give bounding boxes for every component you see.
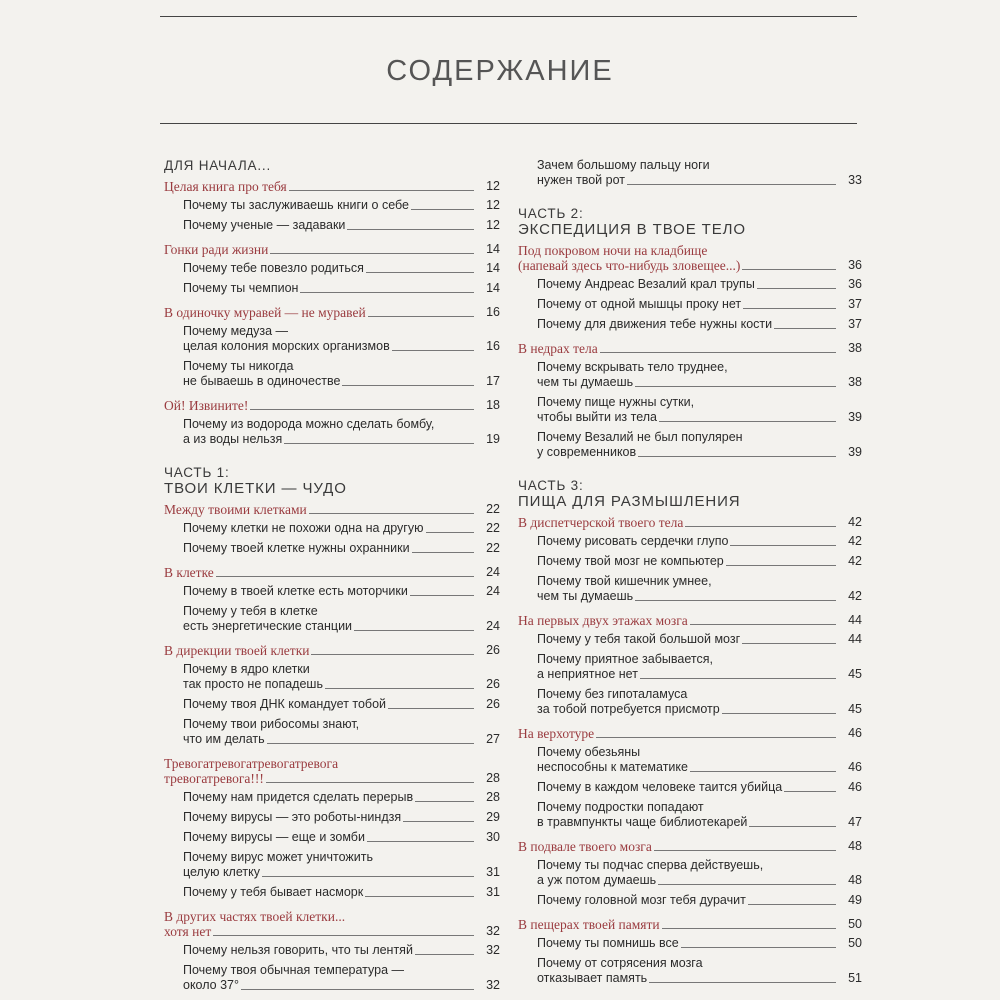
- toc-subentry: [518, 277, 862, 292]
- toc-section-entry: [518, 613, 862, 628]
- entry-text: Почему в ядро клетки: [183, 662, 310, 676]
- entry-text: Почему Везалий не был популярен: [537, 430, 743, 444]
- entry-text: за тобой потребуется присмотр: [537, 702, 720, 716]
- page-number: 14: [486, 261, 500, 275]
- entry-text: (напевай здесь что-нибудь зловещее...): [518, 258, 741, 273]
- toc-section-entry: [518, 726, 862, 741]
- entry-text: отказывает память: [537, 971, 648, 985]
- leader-line: [748, 904, 836, 905]
- toc-subentry: [164, 850, 500, 880]
- entry-text: Почему из водорода можно сделать бомбу,: [183, 417, 435, 431]
- toc-section-entry: [164, 643, 500, 658]
- page-number: 24: [486, 565, 500, 579]
- leader-line: [368, 316, 474, 317]
- leader-line: [284, 443, 474, 444]
- toc-subentry: [164, 584, 500, 599]
- leader-line: [325, 688, 474, 689]
- toc-subentry: [164, 218, 500, 233]
- page-number: 28: [486, 771, 500, 785]
- toc-left-column: [164, 158, 500, 993]
- entry-text: Целая книга про тебя: [164, 179, 287, 194]
- toc-subentry: [518, 360, 862, 390]
- page-number: 24: [486, 584, 500, 598]
- leader-line: [403, 821, 474, 822]
- page-number: 22: [486, 502, 500, 516]
- toc-section-entry: [518, 839, 862, 854]
- leader-line: [757, 288, 836, 289]
- page-number: 26: [486, 677, 500, 691]
- entry-text: есть энергетические станции: [183, 619, 353, 633]
- page-number: 22: [486, 521, 500, 535]
- leader-line: [600, 352, 836, 353]
- toc-subentry: [164, 541, 500, 556]
- leader-line: [749, 826, 836, 827]
- part-heading-line: ПИЩА ДЛЯ РАЗМЫШЛЕНИЯ: [518, 493, 741, 510]
- page-number: 22: [486, 541, 500, 555]
- toc-section-entry: [164, 565, 500, 580]
- page-number: 16: [486, 305, 500, 319]
- entry-text: Почему без гипоталамуса: [537, 687, 688, 701]
- page-number: 46: [848, 780, 862, 794]
- toc-subentry: [164, 324, 500, 354]
- page-number: 37: [848, 317, 862, 331]
- toc-subentry: [518, 395, 862, 425]
- entry-text: тревогатревога!!!: [164, 771, 264, 786]
- toc-subentry: [164, 198, 500, 213]
- leader-line: [685, 526, 836, 527]
- page-number: 27: [486, 732, 500, 746]
- toc-subentry: [518, 745, 862, 775]
- entry-text: Почему твой мозг не компьютер: [537, 554, 724, 568]
- part-heading-line: ЧАСТЬ 2:: [518, 206, 584, 221]
- toc-subentry: [518, 936, 862, 951]
- part-heading-line: ТВОИ КЛЕТКИ — ЧУДО: [164, 480, 347, 497]
- page-number: 39: [848, 445, 862, 459]
- page-number: 42: [848, 515, 862, 529]
- entry-text: Почему от одной мышцы проку нет: [537, 297, 742, 311]
- page-number: 46: [848, 760, 862, 774]
- toc-subentry: [518, 158, 862, 188]
- part-heading-line: ЭКСПЕДИЦИЯ В ТВОЕ ТЕЛО: [518, 221, 746, 238]
- entry-text: Почему тебе повезло родиться: [183, 261, 364, 275]
- leader-line: [300, 292, 474, 293]
- page-number: 42: [848, 534, 862, 548]
- entry-text: чем ты думаешь: [537, 589, 634, 603]
- toc-section-entry: [518, 917, 862, 932]
- entry-text: Почему твоя ДНК командует тобой: [183, 697, 387, 711]
- page-number: 32: [486, 978, 500, 992]
- entry-text: нужен твой рот: [537, 173, 625, 187]
- entry-text: Почему твоей клетке нужны охранники: [183, 541, 410, 555]
- leader-line: [654, 850, 836, 851]
- leader-line: [347, 229, 474, 230]
- entry-text: хотя нет: [164, 924, 212, 939]
- toc-section-entry: [164, 305, 500, 320]
- page-number: 19: [486, 432, 500, 446]
- toc-subentry: [518, 800, 862, 830]
- toc-right-column: [518, 158, 862, 986]
- page-number: 12: [486, 198, 500, 212]
- toc-subentry: [164, 521, 500, 536]
- toc-section-entry: [164, 179, 500, 194]
- toc-section-entry: [518, 341, 862, 356]
- entry-text: Почему твоя обычная температура —: [183, 963, 405, 977]
- entry-text: Почему вирусы — это роботы-ниндзя: [183, 810, 402, 824]
- top-rule: [160, 16, 857, 17]
- leader-line: [784, 791, 836, 792]
- leader-line: [415, 801, 474, 802]
- toc-subentry: [164, 943, 500, 958]
- entry-text: Почему в твоей клетке есть моторчики: [183, 584, 408, 598]
- leader-line: [681, 947, 836, 948]
- entry-text: Ой! Извините!: [164, 398, 249, 413]
- entry-text: целая колония морских организмов: [183, 339, 390, 353]
- part-heading-line: ДЛЯ НАЧАЛА...: [164, 158, 272, 173]
- leader-line: [309, 513, 474, 514]
- page-number: 49: [848, 893, 862, 907]
- entry-text: около 37°: [183, 978, 239, 992]
- entry-text: Почему рисовать сердечки глупо: [537, 534, 729, 548]
- entry-text: Почему ты чемпион: [183, 281, 299, 295]
- entry-text: а неприятное нет: [537, 667, 638, 681]
- entry-text: Почему ты никогда: [183, 359, 294, 373]
- entry-text: Почему у тебя бывает насморк: [183, 885, 364, 899]
- entry-text: В подвале твоего мозга: [518, 839, 652, 854]
- page-number: 14: [486, 242, 500, 256]
- toc-subentry: [164, 830, 500, 845]
- toc-subentry: [164, 810, 500, 825]
- page-number: 42: [848, 554, 862, 568]
- toc-subentry: [518, 430, 862, 460]
- entry-text: Почему твои рибосомы знают,: [183, 717, 360, 731]
- page-number: 26: [486, 643, 500, 657]
- toc-subentry: [518, 317, 862, 332]
- entry-text: Почему пище нужны сутки,: [537, 395, 695, 409]
- entry-text: Почему для движения тебе нужны кости: [537, 317, 773, 331]
- leader-line: [640, 678, 836, 679]
- leader-line: [342, 385, 474, 386]
- page-number: 31: [486, 885, 500, 899]
- entry-text: В дирекции твоей клетки: [164, 643, 310, 658]
- toc-section-entry: [164, 756, 500, 786]
- leader-line: [365, 896, 474, 897]
- entry-text: неспособны к математике: [537, 760, 688, 774]
- toc-subentry: [518, 632, 862, 647]
- entry-text: Почему головной мозг тебя дурачит: [537, 893, 746, 907]
- leader-line: [266, 782, 474, 783]
- entry-text: в травмпункты чаще библиотекарей: [537, 815, 748, 829]
- part-heading: [518, 478, 862, 510]
- toc-section-entry: [164, 909, 500, 939]
- entry-text: Почему от сотрясения мозга: [537, 956, 703, 970]
- page-number: 32: [486, 924, 500, 938]
- leader-line: [662, 928, 836, 929]
- toc-subentry: [518, 574, 862, 604]
- entry-text: Почему клетки не похожи одна на другую: [183, 521, 424, 535]
- toc-subentry: [164, 281, 500, 296]
- page-number: 36: [848, 258, 862, 272]
- toc-subentry: [164, 359, 500, 389]
- toc-subentry: [164, 717, 500, 747]
- page-number: 46: [848, 726, 862, 740]
- entry-text: Почему медуза —: [183, 324, 289, 338]
- page-number: 50: [848, 936, 862, 950]
- toc-section-entry: [164, 398, 500, 413]
- entry-text: Почему Андреас Везалий крал трупы: [537, 277, 755, 291]
- page-number: 31: [486, 865, 500, 879]
- leader-line: [742, 643, 836, 644]
- page-number: 45: [848, 667, 862, 681]
- leader-line: [635, 600, 836, 601]
- entry-text: На первых двух этажах мозга: [518, 613, 688, 628]
- entry-text: В одиночку муравей — не муравей: [164, 305, 366, 320]
- entry-text: Почему ученые — задаваки: [183, 218, 346, 232]
- leader-line: [649, 982, 836, 983]
- page-number: 38: [848, 375, 862, 389]
- entry-text: В недрах тела: [518, 341, 598, 356]
- entry-text: Под покровом ночи на кладбище: [518, 243, 708, 258]
- leader-line: [250, 409, 474, 410]
- entry-text: В других частях твоей клетки...: [164, 909, 346, 924]
- page-number: 18: [486, 398, 500, 412]
- entry-text: На верхотуре: [518, 726, 595, 741]
- entry-text: Почему вирусы — еще и зомби: [183, 830, 365, 844]
- page-number: 17: [486, 374, 500, 388]
- part-heading-line: ЧАСТЬ 1:: [164, 465, 230, 480]
- entry-text: Гонки ради жизни: [164, 242, 269, 257]
- toc-subentry: [164, 662, 500, 692]
- leader-line: [743, 308, 836, 309]
- page-number: 32: [486, 943, 500, 957]
- leader-line: [730, 545, 836, 546]
- page-number: 24: [486, 619, 500, 633]
- leader-line: [270, 253, 474, 254]
- entry-text: Почему у тебя в клетке: [183, 604, 318, 618]
- entry-text: у современников: [537, 445, 637, 459]
- leader-line: [659, 421, 836, 422]
- leader-line: [262, 876, 474, 877]
- page-number: 51: [848, 971, 862, 985]
- entry-text: чтобы выйти из тела: [537, 410, 658, 424]
- page-number: 26: [486, 697, 500, 711]
- entry-text: не бываешь в одиночестве: [183, 374, 341, 388]
- leader-line: [412, 552, 474, 553]
- entry-text: В диспетчерской твоего тела: [518, 515, 684, 530]
- leader-line: [241, 989, 474, 990]
- page-number: 30: [486, 830, 500, 844]
- page-number: 50: [848, 917, 862, 931]
- leader-line: [216, 576, 474, 577]
- page-number: 28: [486, 790, 500, 804]
- entry-text: Почему приятное забывается,: [537, 652, 713, 666]
- leader-line: [658, 884, 836, 885]
- entry-text: Зачем большому пальцу ноги: [537, 158, 710, 172]
- leader-line: [690, 624, 836, 625]
- toc-subentry: [164, 885, 500, 900]
- page-number: 48: [848, 839, 862, 853]
- leader-line: [354, 630, 474, 631]
- toc-subentry: [518, 956, 862, 986]
- toc-subentry: [164, 790, 500, 805]
- page-number: 12: [486, 179, 500, 193]
- leader-line: [742, 269, 836, 270]
- page-number: 16: [486, 339, 500, 353]
- entry-text: В пещерах твоей памяти: [518, 917, 660, 932]
- page-number: 14: [486, 281, 500, 295]
- leader-line: [367, 841, 474, 842]
- leader-line: [415, 954, 474, 955]
- entry-text: а уж потом думаешь: [537, 873, 657, 887]
- entry-text: Тревогатревогатревогатревога: [164, 756, 339, 771]
- part-heading: [164, 158, 500, 174]
- toc-section-entry: [518, 243, 862, 273]
- page-number: 44: [848, 613, 862, 627]
- toc-subentry: [518, 297, 862, 312]
- page-number: 12: [486, 218, 500, 232]
- page-number: 29: [486, 810, 500, 824]
- entry-text: Почему ты подчас сперва действуешь,: [537, 858, 764, 872]
- leader-line: [774, 328, 836, 329]
- toc-section-entry: [164, 242, 500, 257]
- toc-subentry: [164, 417, 500, 447]
- entry-text: Почему обезьяны: [537, 745, 641, 759]
- page-number: 45: [848, 702, 862, 716]
- toc-section-entry: [518, 515, 862, 530]
- part-heading-line: ЧАСТЬ 3:: [518, 478, 584, 493]
- toc-subentry: [164, 261, 500, 276]
- entry-text: так просто не попадешь: [183, 677, 323, 691]
- toc-subentry: [518, 893, 862, 908]
- page-number: 47: [848, 815, 862, 829]
- leader-line: [426, 532, 475, 533]
- toc-subentry: [518, 858, 862, 888]
- entry-text: В клетке: [164, 565, 214, 580]
- toc-subentry: [164, 697, 500, 712]
- leader-line: [392, 350, 474, 351]
- entry-text: а из воды нельзя: [183, 432, 283, 446]
- toc-subentry: [518, 534, 862, 549]
- entry-text: Почему твой кишечник умнее,: [537, 574, 712, 588]
- toc-subentry: [518, 780, 862, 795]
- page-title: СОДЕРЖАНИЕ: [386, 55, 614, 87]
- leader-line: [411, 209, 474, 210]
- leader-line: [638, 456, 836, 457]
- leader-line: [289, 190, 474, 191]
- toc-subentry: [164, 604, 500, 634]
- leader-line: [388, 708, 474, 709]
- leader-line: [596, 737, 836, 738]
- entry-text: Почему ты помнишь все: [537, 936, 679, 950]
- leader-line: [213, 935, 474, 936]
- entry-text: Почему подростки попадают: [537, 800, 704, 814]
- toc-subentry: [518, 652, 862, 682]
- page-number: 37: [848, 297, 862, 311]
- leader-line: [410, 595, 474, 596]
- leader-line: [726, 565, 836, 566]
- entry-text: Почему у тебя такой большой мозг: [537, 632, 741, 646]
- part-heading: [518, 206, 862, 238]
- leader-line: [267, 743, 474, 744]
- page-number: 48: [848, 873, 862, 887]
- toc-section-entry: [164, 502, 500, 517]
- page-number: 42: [848, 589, 862, 603]
- leader-line: [690, 771, 836, 772]
- entry-text: Почему в каждом человеке таится убийца: [537, 780, 783, 794]
- leader-line: [366, 272, 474, 273]
- entry-text: целую клетку: [183, 865, 260, 879]
- page-number: 39: [848, 410, 862, 424]
- entry-text: Почему вскрывать тело труднее,: [537, 360, 728, 374]
- toc-subentry: [518, 554, 862, 569]
- leader-line: [635, 386, 836, 387]
- entry-text: Почему вирус может уничтожить: [183, 850, 373, 864]
- entry-text: Почему ты заслуживаешь книги о себе: [183, 198, 409, 212]
- entry-text: Между твоими клетками: [164, 502, 307, 517]
- page-number: 44: [848, 632, 862, 646]
- page-number: 33: [848, 173, 862, 187]
- page-number: 36: [848, 277, 862, 291]
- entry-text: что им делать: [183, 732, 265, 746]
- entry-text: чем ты думаешь: [537, 375, 634, 389]
- leader-line: [311, 654, 474, 655]
- toc-subentry: [518, 687, 862, 717]
- page-number: 38: [848, 341, 862, 355]
- toc-subentry: [164, 963, 500, 993]
- entry-text: Почему нельзя говорить, что ты лентяй: [183, 943, 413, 957]
- leader-line: [722, 713, 836, 714]
- leader-line: [627, 184, 836, 185]
- title-rule: [160, 123, 857, 124]
- part-heading: [164, 465, 500, 497]
- entry-text: Почему нам придется сделать перерыв: [183, 790, 414, 804]
